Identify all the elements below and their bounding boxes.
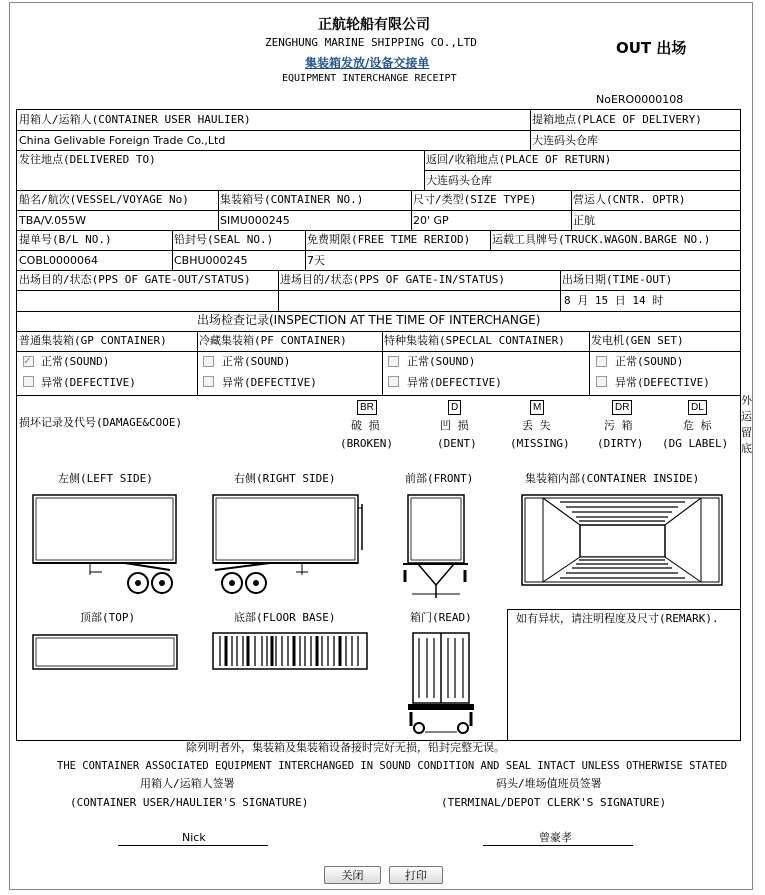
inside-label: 集装箱内部(CONTAINER INSIDE): [525, 472, 700, 485]
statement-cn: 除列明者外，集装箱及集装箱设备接时完好无损，铅封完整无误。: [186, 741, 505, 754]
door-label: 箱门(READ): [410, 611, 472, 624]
damage-cn-broken: 破 损: [351, 419, 380, 432]
user-sign-en: (CONTAINER USER/HAULIER'S SIGNATURE): [70, 796, 309, 809]
gate-out-label: 出场目的/状态(PPS OF GATE-OUT/STATUS): [19, 273, 251, 286]
special-defective-checkbox[interactable]: [388, 376, 399, 387]
time-out-label: 出场日期(TIME-OUT): [562, 273, 673, 286]
vessel-label: 船名/航次(VESSEL/VOYAGE No): [19, 193, 189, 206]
user-signature: Nick: [182, 831, 206, 844]
pf-header: 冷藏集装箱(PF CONTAINER): [199, 334, 347, 347]
damage-en-missing: (MISSING): [510, 437, 570, 450]
genset-header: 发电机(GEN SET): [591, 334, 684, 347]
damage-en-dirty: (DIRTY): [597, 437, 644, 450]
doc-number: NoERO0000108: [596, 93, 684, 106]
clerk-signature-line: [483, 845, 633, 846]
genset-sound-checkbox[interactable]: [596, 356, 607, 367]
seal-value: CBHU000245: [174, 254, 248, 267]
damage-en-broken: (BROKEN): [340, 437, 393, 450]
door-diagram: [405, 630, 475, 738]
return-value: 大连码头仓库: [426, 174, 492, 187]
gp-sound-label: 正常(SOUND): [41, 355, 110, 368]
bl-value: COBL0000064: [19, 254, 99, 267]
damage-en-dg: (DG LABEL): [662, 437, 729, 450]
damage-cn-dent: 凹 损: [440, 419, 469, 432]
genset-defective-checkbox[interactable]: [596, 376, 607, 387]
free-time-label: 免费期限(FREE TIME RERIOD): [307, 233, 471, 246]
operator-label: 营运人(CNTR. OPTR): [573, 193, 686, 206]
doc-title-cn: 集装箱发放/设备交接单: [305, 56, 430, 70]
delivery-label: 提箱地点(PLACE OF DELIVERY): [532, 113, 702, 126]
special-header: 特种集装箱(SPECLAL CONTAINER): [384, 334, 565, 347]
floor-diagram: [210, 630, 370, 672]
pf-defective-checkbox[interactable]: [203, 376, 214, 387]
gp-defective-label: 异常(DEFECTIVE): [41, 376, 136, 389]
container-no-label: 集装箱号(CONTAINER NO.): [220, 193, 364, 206]
user-signature-line: [118, 845, 268, 846]
close-button[interactable]: 关闭: [324, 866, 381, 884]
pf-sound-label: 正常(SOUND): [222, 355, 291, 368]
damage-code-dent: D: [448, 400, 461, 415]
damage-cn-dg: 危 标: [683, 419, 712, 432]
seal-label: 铅封号(SEAL NO.): [174, 233, 274, 246]
left-side-diagram: [30, 490, 180, 600]
clerk-sign-cn: 码头/堆场值班员签署: [496, 777, 602, 790]
damage-code-dg: DL: [688, 400, 707, 415]
front-diagram: [400, 490, 470, 605]
side-note: 外 运 留 底: [741, 394, 752, 455]
size-label: 尺寸/类型(SIZE TYPE): [413, 193, 537, 206]
special-sound-label: 正常(SOUND): [407, 355, 476, 368]
truck-label: 运载工具牌号(TRUCK.WAGON.BARGE NO.): [492, 233, 711, 246]
floor-label: 底部(FLOOR BASE): [234, 611, 336, 624]
statement-en: THE CONTAINER ASSOCIATED EQUIPMENT INTERCHANGED IN SOUND CONDITION AND SEAL INTACT UNLESS OTHERWISE STATED: [57, 760, 728, 772]
operator-value: 正航: [573, 214, 595, 227]
time-out-value: 8 月 15 日 14 时: [564, 294, 664, 307]
delivered-to-label: 发往地点(DELIVERED TO): [19, 153, 156, 166]
user-label: 用箱人/运箱人(CONTAINER USER HAULIER): [19, 113, 251, 126]
damage-code-missing: M: [530, 400, 544, 415]
inspection-title: 出场检查记录(INSPECTION AT THE TIME OF INTERCHANGE): [197, 313, 541, 327]
damage-code-broken: BR: [357, 400, 377, 415]
pf-sound-checkbox[interactable]: [203, 356, 214, 367]
user-sign-cn: 用箱人/运箱人签署: [140, 777, 235, 790]
gp-header: 普通集装箱(GP CONTAINER): [19, 334, 167, 347]
damage-en-dent: (DENT): [437, 437, 477, 450]
inside-diagram: [520, 490, 725, 590]
clerk-sign-en: (TERMINAL/DEPOT CLERK'S SIGNATURE): [441, 796, 667, 809]
damage-cn-missing: 丢 失: [522, 419, 551, 432]
print-button[interactable]: 打印: [389, 866, 443, 884]
delivery-value: 大连码头仓库: [532, 134, 598, 147]
gp-sound-checkbox[interactable]: [23, 356, 34, 367]
remark-label: 如有异状，请注明程度及尺寸(REMARK).: [516, 612, 719, 625]
genset-sound-label: 正常(SOUND): [615, 355, 684, 368]
gp-defective-checkbox[interactable]: [23, 376, 34, 387]
clerk-signature: 曾豪孝: [539, 831, 572, 844]
top-diagram: [30, 632, 180, 672]
special-sound-checkbox[interactable]: [388, 356, 399, 367]
damage-label: 损坏记录及代号(DAMAGE&COOE): [19, 416, 183, 429]
pf-defective-label: 异常(DEFECTIVE): [222, 376, 317, 389]
vessel-value: TBA/V.055W: [19, 214, 86, 227]
size-value: 20' GP: [413, 214, 449, 227]
user-value: China Gelivable Foreign Trade Co.,Ltd: [19, 134, 226, 147]
genset-defective-label: 异常(DEFECTIVE): [615, 376, 710, 389]
damage-cn-dirty: 污 箱: [604, 419, 633, 432]
company-name-en: ZENGHUNG MARINE SHIPPING CO.,LTD: [265, 36, 477, 49]
doc-title-en: EQUIPMENT INTERCHANGE RECEIPT: [282, 73, 457, 84]
company-name-cn: 正航轮船有限公司: [318, 17, 430, 33]
special-defective-label: 异常(DEFECTIVE): [407, 376, 502, 389]
left-side-label: 左侧(LEFT SIDE): [58, 472, 153, 485]
free-time-value: 7天: [307, 254, 325, 267]
gate-in-label: 进场目的/状态(PPS OF GATE-IN/STATUS): [280, 273, 505, 286]
top-label: 顶部(TOP): [80, 611, 136, 624]
front-label: 前部(FRONT): [405, 472, 474, 485]
damage-code-dirty: DR: [612, 400, 632, 415]
bl-label: 提单号(B/L NO.): [19, 233, 112, 246]
direction-label: OUT 出场: [616, 39, 687, 57]
container-no-value: SIMU000245: [220, 214, 290, 227]
return-label: 返回/收箱地点(PLACE OF RETURN): [426, 153, 612, 166]
right-side-diagram: [210, 490, 370, 600]
right-side-label: 右侧(RIGHT SIDE): [234, 472, 336, 485]
